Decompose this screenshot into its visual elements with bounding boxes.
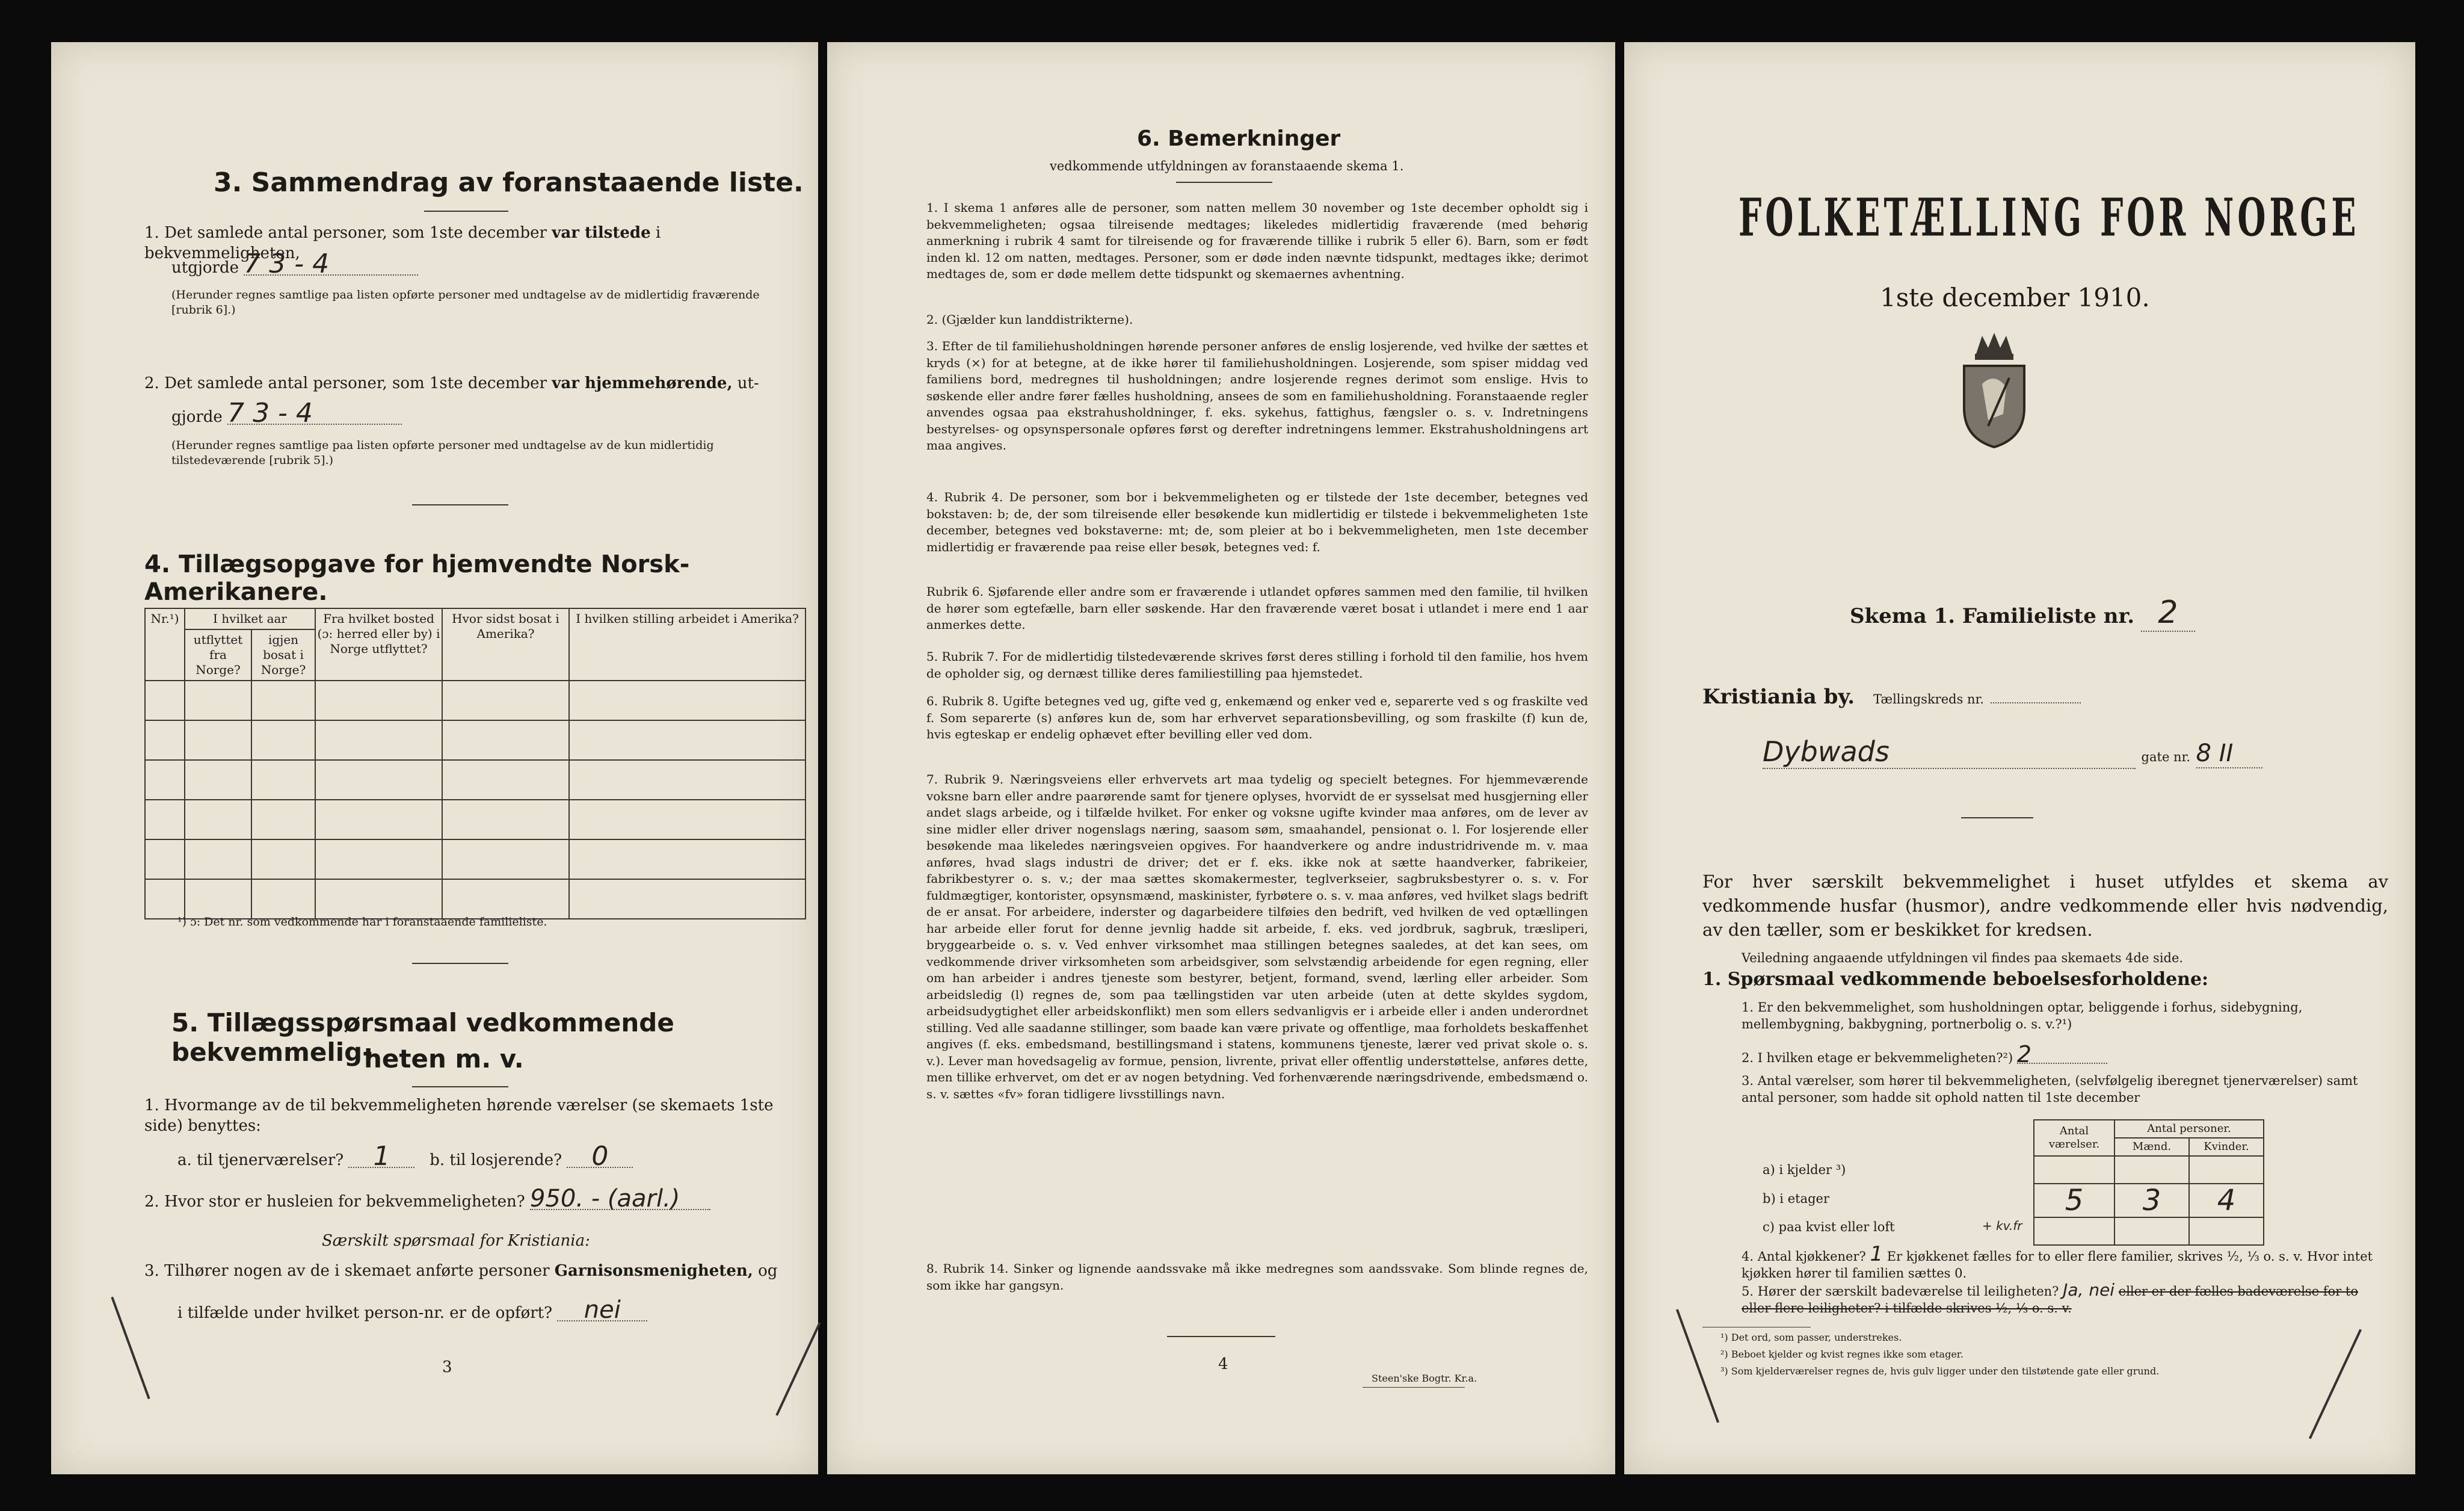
table-row	[145, 839, 805, 879]
census-title: FOLKETÆLLING FOR NORGE	[1739, 187, 2360, 249]
page-number-4: 4	[1218, 1355, 1228, 1373]
s5-q3-handwritten: nei	[557, 1300, 647, 1321]
s5-q2-handwritten: 950. - (aarl.)	[530, 1188, 710, 1210]
table-row	[2034, 1156, 2264, 1184]
s3-q1-handwritten: 7 3 - 4	[244, 254, 418, 276]
printer-note: Steen'ske Bogtr. Kr.a.	[1372, 1373, 1477, 1384]
section-4-title: 4. Tillægsopgave for hjemvendte Norsk-Amerikanere.	[144, 551, 690, 606]
col-utflyttet: utflyttet fra Norge?	[185, 629, 251, 681]
footnote-1: ¹) Det ord, som passer, understrekes.	[1720, 1332, 1902, 1343]
page-4	[827, 42, 1615, 1474]
city-line: Kristiania by. Tællingskreds nr.	[1702, 685, 2081, 709]
s5-q3: 3. Tilhører nogen av de i skemaet anførte personer Garnisonsmenigheten, og	[144, 1262, 778, 1280]
s3-q1: 1. Det samlede antal personer, som 1ste december var tilstede i bekvemmeligheten,	[144, 224, 661, 262]
col-persons: Antal personer.	[2114, 1120, 2264, 1138]
norsk-amerikanere-table	[144, 608, 806, 919]
bem-item-5: 5. Rubrik 7. For de midlertidig tilstedeværende skrives først deres stilling i forhold til den familie, hos hvem de opholder sig, og dernæst tillike deres familiestilling paa hjemstedet.	[926, 649, 1588, 681]
men-etager-handwritten: 3	[2114, 1184, 2189, 1217]
q-5: 5. Hører der særskilt badeværelse til leiligheten? Ja, nei eller er der fælles badeværelse for to eller flere leiligheter? i tilfælde skrives ½, ⅓ o. s. v.	[1742, 1280, 2359, 1315]
col-bosted: Fra hvilket bosted (ɔ: herred eller by) i Norge utflyttet?	[315, 608, 442, 681]
col-amerika: Hvor sidst bosat i Amerika?	[442, 608, 569, 681]
street-line: Dybwads gate nr. 8 II	[1763, 735, 2262, 769]
women-etager-handwritten: 4	[2189, 1184, 2264, 1217]
guide-text: Veiledning angaaende utfyldningen vil findes paa skemaets 4de side.	[1742, 951, 2184, 965]
familieliste-handwritten: 2	[2141, 595, 2195, 632]
footnote-3: ³) Som kjelderværelser regnes de, hvis gulv ligger under den tilstøtende gate eller grund.	[1720, 1365, 2160, 1377]
table-row	[145, 800, 805, 839]
norway-coat-of-arms-icon	[1952, 330, 2036, 450]
page-1-front	[1624, 42, 2415, 1474]
bem-item-4: 4. Rubrik 4. De personer, som bor i bekvemmeligheten og er tilstede der 1ste december, betegnes ved bokstaven: b; de, der som tilreisende eller besøkende kun midlertidig er tilstede i bekvemmeligheten 1ste december, betegnes ved bokstaverne: mt; de, som pleier at bo i bekvemmeligheten, men 1ste december midlertidig er fraværende paa reise eller besøk, betegnes ved: f.	[926, 490, 1588, 554]
rooms-persons-table	[2033, 1119, 2264, 1246]
gate-number-handwritten: 8 II	[2196, 740, 2262, 768]
q-4-handwritten: 1	[1870, 1242, 1883, 1266]
s5-q1-a-handwritten: 1	[348, 1146, 414, 1168]
bem-item-1: 1. I skema 1 anføres alle de personer, som natten mellem 30 november og 1ste december opholdt sig i bekvemmeligheten; ogsaa tilreisende medtages; likeledes midlertidig fraværende (med behørig anmerkning i rubrik 4 samt for tilreisende og for fraværende tillike i rubrik 5 eller 6). Barn, som er født inden kl. 12 om natten, medtages. Personer, som er døde inden nævnte tidspunkt, medtages ikke; derimot medtages de, som er døde mellem dette tidspunkt og skemaernes avhentning.	[926, 200, 1588, 281]
col-men: Mænd.	[2114, 1138, 2189, 1156]
s5-q1: 1. Hvormange av de til bekvemmeligheten hørende værelser (se skemaets 1ste side) benyttes:	[144, 1096, 774, 1135]
page-3	[51, 42, 818, 1474]
footnote-2: ²) Beboet kjelder og kvist regnes ikke som etager.	[1720, 1349, 1964, 1360]
bem-rubrik-6: Rubrik 6. Sjøfarende eller andre som er fraværende i utlandet opføres sammen med den familie, til hvilken de hører som egtefælle, barn eller søskende. Har den fraværende været bosat i utlandet i mere end 1 aar anmerkes dette.	[926, 584, 1588, 632]
bem-item-2: 2. (Gjælder kun landdistrikterne).	[926, 312, 1133, 327]
section-3-title: 3. Sammendrag av foranstaaende liste.	[214, 167, 804, 198]
s3-q2-handwritten: 7 3 - 4	[227, 403, 402, 425]
q-1: 1. Er den bekvemmelighet, som husholdningen optar, beliggende i forhus, sidebygning, mellembygning, bakbygning, portnerbolig o. s. v.?¹)	[1742, 1000, 2303, 1031]
col-bosat: igjen bosat i Norge?	[251, 629, 315, 681]
row-label-kvist: c) paa kvist eller loft	[1763, 1220, 1895, 1234]
s4-footnote: ¹) ɔ: Det nr. som vedkommende har i foranstaaende familieliste.	[177, 915, 547, 929]
col-rooms: Antal værelser.	[2034, 1120, 2114, 1156]
page-number-3: 3	[442, 1358, 452, 1376]
col-women: Kvinder.	[2189, 1138, 2264, 1156]
bemerkninger-subtitle: vedkommende utfyldningen av foranstaaende skema 1.	[1050, 159, 1404, 173]
s3-q1-note: (Herunder regnes samtlige paa listen opførte personer med undtagelse av de midlertidig fraværende [rubrik 6].)	[171, 288, 760, 317]
col-group-year: I hvilket aar	[185, 608, 315, 629]
table-row	[145, 720, 805, 760]
section-5-title-2: heten m. v.	[364, 1044, 524, 1074]
row-label-kjelder: a) i kjelder ³)	[1763, 1163, 1846, 1177]
q-5-handwritten: Ja, nei	[2063, 1280, 2115, 1300]
intro-text: For hver særskilt bekvemmelighet i huset utfyldes et skema av vedkommende husfar (husmor), andre vedkommende eller hvis nødvendig, av den tæller, som er beskikket for kredsen.	[1702, 871, 2388, 940]
bem-item-6: 6. Rubrik 8. Ugifte betegnes ved ug, gifte ved g, enkemænd og enker ved e, separerte ved s og fraskilte ved f. Som separerte (s) anføres kun de, som har erhvervet separationsbevilling, og som fraskilte (f) kun de, hvis egteskap er endelig ophævet efter bevilling eller ved dom.	[926, 694, 1588, 741]
skema-line: Skema 1. Familieliste nr. 2	[1850, 595, 2195, 632]
section-5-title-1: 5. Tillægsspørsmaal vedkommende bekvemmelig-	[171, 1008, 674, 1067]
s5-q1-a: a. til tjenerværelser? 1 b. til losjerende? 0	[177, 1146, 633, 1170]
q-3: 3. Antal værelser, som hører til bekvemmeligheten, (selvfølgelig iberegnet tjenerværelser) samt antal personer, som hadde sit ophold natten til 1ste december	[1742, 1074, 2358, 1105]
table-row	[145, 879, 805, 919]
census-date: 1ste december 1910.	[1880, 283, 2150, 312]
s3-q1-answer: utgjorde 7 3 - 4	[171, 254, 418, 278]
bem-item-7: 7. Rubrik 9. Næringsveiens eller erhvervets art maa tydelig og specielt betegnes. For hjemmeværende voksne barn eller andre paarørende samt for tjenere oplyses, hvorvidt de er sysselsat med husgjerning eller andet slags arbeide, og i tilfælde hvilket. For enker og voksne ugifte kvinder maa anføres, om de lever av sine midler eller driver nogenslags næring, saasom søm, smaahandel, pensionat o. l. For losjerende eller besøkende maa likeledes næringsveien opgives. For haandverkere og andre industridrivende m. v. maa anføres, hvad slags industri de driver; det er f. eks. ikke nok at sætte haandverker, fabrikeier, fabrikbestyrer o. s. v.; der maa sættes skomakermester, teglverkseier, sagbruksbestyrer o. s. v. For fuldmægtiger, kontorister, opsynsmænd, maskinister, fyrbøtere o. s. v. maa anføres, ved hvilket slags bedrift de er ansat. For arbeidere, inderster og dagarbeidere tilføies den bedrift, ved hvilken de ved optællingen har arbeide eller forut for denne jevnlig hadde sit arbeide, f. eks. ved jordbruk, sagbruk, træsliperi, bryggearbeide o. s. v. Ved enhver virksomhet maa stillingen betegnes saaledes, at det kan sees, om vedkommende driver virksomheten som arbeidsgiver, som selvstændig arbeidende for egen regning, eller om han arbeider i andres tjeneste som bestyrer, betjent, formand, svend, lærling eller arbeider. Som arbeidsledig (l) regnes de, som paa tællingstiden var uten arbeide (uten at dette skyldes sygdom, arbeidsudygtighet eller arbeidskonflikt) men som ellers sedvanligvis er i arbeide eller i anden underordnet stilling. Ved alle saadanne stillinger, som baade kan være private og offentlige, maa forholdets beskaffenhet angives (f. eks. embedsmand, bestillingsmand i statens, kommunens tjeneste, lærer ved privat skole o. s. v.). Lever man hovedsagelig av formue, pension, livrente, privat eller offentlig understøttelse, anføres dette, men tillike erhvervet, om det er av nogen betydning. Ved forhenværende næringsdrivende, embedsmænd o. s. v. sættes «fv» foran tidligere livsstillings navn.	[926, 772, 1588, 1101]
s5-q3-answer: i tilfælde under hvilket person-nr. er de opført? nei	[177, 1300, 647, 1323]
questions-title: 1. Spørsmaal vedkommende beboelsesforholdene:	[1702, 969, 2209, 990]
street-handwritten: Dybwads	[1763, 735, 2136, 769]
s5-q1-b-handwritten: 0	[567, 1146, 633, 1168]
s3-q2-answer: gjorde 7 3 - 4	[171, 403, 402, 427]
rooms-etager-handwritten: 5	[2034, 1184, 2114, 1217]
s5-q2: 2. Hvor stor er husleien for bekvemmeligheten? 950. - (aarl.)	[144, 1188, 710, 1212]
q-2-handwritten: 2	[2017, 1046, 2107, 1064]
bem-item-8: 8. Rubrik 14. Sinker og lignende aandssvake må ikke medregnes som aandssvake. Som blinde regnes de, som ikke har gangsyn.	[926, 1261, 1588, 1293]
q-2: 2. I hvilken etage er bekvemmeligheten?²) 2	[1742, 1046, 2107, 1066]
q-4: 4. Antal kjøkkener? 1 Er kjøkkenet fælles for to eller flere familier, skrives ½, ⅓ o. s. v. Hvor intet kjøkken hører til familien sættes 0.	[1742, 1242, 2373, 1281]
table-row	[145, 760, 805, 800]
table-row	[2034, 1217, 2264, 1245]
col-nr: Nr.¹)	[145, 608, 185, 681]
s5-special: Særskilt spørsmaal for Kristiania:	[322, 1232, 590, 1250]
table-row	[145, 681, 805, 720]
kvist-note-handwritten: + kv.fr	[1982, 1219, 2022, 1233]
table-row	[2034, 1184, 2264, 1217]
bem-item-3: 3. Efter de til familiehusholdningen hørende personer anføres de enslig losjerende, ved hvilke der sættes et kryds (×) for at betegne, at de ikke hører til familiehusholdningen. Losjerende, som spiser middag ved familiens bord, medregnes til husholdningen; andre losjerende regnes derimot som enslige. Hvis to søskende eller andre fører fælles husholdning, ansees de som en familiehusholdning. Foranstaaende regler anvendes ogsaa paa ekstrahusholdninger, f. eks. sykehus, fattighus, fængsler o. s. v. Indretningens bestyrelses- og opsynspersonale opføres først og derefter indretningens lemmer. Ekstrahusholdningens art maa angives.	[926, 339, 1588, 453]
s3-q2: 2. Det samlede antal personer, som 1ste december var hjemmehørende, ut-	[144, 374, 759, 392]
s3-q2-note: (Herunder regnes samtlige paa listen opførte personer med undtagelse av de kun midlertidig tilstedeværende [rubrik 5].)	[171, 439, 714, 467]
col-stilling: I hvilken stilling arbeidet i Amerika?	[569, 608, 805, 681]
row-label-etager: b) i etager	[1763, 1191, 1829, 1206]
bemerkninger-title: 6. Bemerkninger	[1137, 126, 1341, 151]
